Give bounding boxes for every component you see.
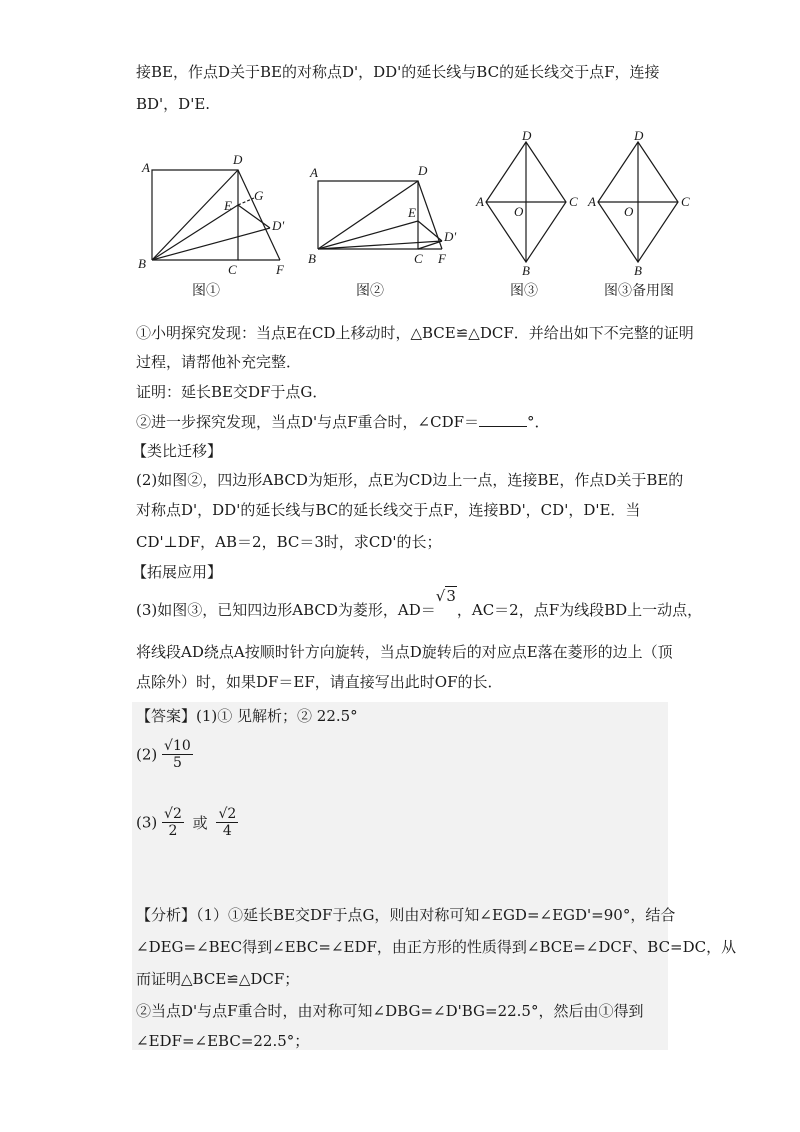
part3-line-2: 将线段AD绕点A按顺时针方向旋转，当点D旋转后的对应点E落在菱形的边上（顶 (136, 643, 673, 661)
answer-3-fraction-1 (162, 806, 184, 839)
part3-heading: 【拓展应用】 (132, 563, 223, 581)
answer-3-numerator-2: √2 (218, 806, 237, 822)
answer-2-radicand: 10 (172, 738, 191, 754)
answer-3-radicand-1: 2 (172, 806, 182, 822)
answer-2 (136, 738, 193, 771)
part3-line-3: 点除外）时，如果DF＝EF，请直接写出此时OF的长． (136, 673, 503, 691)
fig1-label-G: G (254, 188, 264, 203)
figure-4-caption: 图③备用图 (604, 283, 674, 299)
analysis-line-4: ②当点D'与点F重合时，由对称可知∠DBG=∠D'BG=22.5°，然后由①得到 (136, 1002, 644, 1020)
answer-3-denominator-1: 2 (168, 823, 178, 839)
answer-2-label: (2) (136, 745, 158, 764)
fig3-label-A: A (476, 194, 484, 209)
intro-line-2: BD'，D'E. (136, 95, 211, 113)
part3-line-1-post: ，AC＝2，点F为线段BD上一动点， (456, 601, 703, 619)
fig3-label-D: D (522, 130, 532, 143)
fig4-label-O: O (624, 204, 634, 219)
analysis-line-3: 而证明△BCE≌△DCF； (136, 970, 300, 988)
figure-2 (306, 155, 466, 275)
fig4-label-A: A (588, 194, 596, 209)
answer-blank (479, 426, 527, 427)
part1-q2 (136, 412, 550, 432)
answer-2-denominator: 5 (172, 755, 182, 771)
figure-2-caption: 图② (356, 283, 384, 299)
part1-q2-pre: ②进一步探究发现，当点D'与点F重合时，∠CDF＝ (136, 413, 480, 431)
part2-heading: 【类比迁移】 (132, 442, 223, 460)
fig2-label-C: C (414, 251, 423, 266)
fig1-label-D2: D' (272, 218, 285, 233)
answer-3-or: 或 (192, 814, 208, 832)
fig2-label-D: D (418, 163, 428, 178)
answer-3-fraction-2 (216, 806, 238, 839)
answer-2-fraction (162, 738, 193, 771)
answer-2-numerator: √10 (164, 738, 191, 754)
part1-q1-line-1: ①小明探究发现：当点E在CD上移动时，△BCE≌△DCF．并给出如下不完整的证明 (136, 324, 694, 342)
part1-q2-post: °． (527, 413, 550, 431)
part1-proof: 证明：延长BE交DF于点G． (136, 383, 328, 401)
fig3-label-O: O (514, 204, 524, 219)
fig4-label-C: C (681, 194, 690, 209)
answer-3-numerator-1: √2 (164, 806, 182, 822)
answer-3-label: (3) (136, 813, 158, 832)
part2-line-2: 对称点D'，DD'的延长线与BC的延长线交于点F，连接BD'，CD'，D'E．当 (136, 501, 641, 519)
figure-4 (584, 130, 694, 275)
figure-3-caption: 图③ (510, 283, 538, 299)
fig2-label-D2: D' (444, 229, 457, 244)
figure-1-caption: 图① (192, 283, 220, 299)
sqrt-3-radicand: 3 (446, 587, 456, 605)
fig3-label-B: B (522, 263, 530, 275)
intro-line-1: 接BE，作点D关于BE的对称点D'，DD'的延长线与BC的延长线交于点F，连接 (136, 63, 660, 81)
part2-line-3: CD'⊥DF，AB＝2，BC＝3时，求CD'的长； (136, 533, 442, 551)
fig3-label-C: C (569, 194, 578, 209)
answer-box (132, 702, 668, 1050)
analysis-line-2: ∠DEG=∠BEC得到∠EBC=∠EDF，由正方形的性质得到∠BCE=∠DCF、BC=DC，从 (136, 938, 737, 956)
figure-1 (130, 150, 300, 280)
analysis-line-5: ∠EDF=∠EBC=22.5°； (136, 1032, 310, 1050)
answer-line-1: 【答案】(1)① 见解析；② 22.5° (136, 707, 358, 725)
sqrt-3: √3 (435, 587, 456, 605)
figure-3 (474, 130, 584, 275)
analysis-line-1: 【分析】（1）①延长BE交DF于点G，则由对称可知∠EGD=∠EGD'=90°，结合 (136, 906, 676, 924)
fig1-label-E: E (224, 198, 232, 213)
answer-3 (136, 806, 238, 839)
fig4-label-D: D (634, 130, 644, 143)
fig2-label-A: A (310, 165, 318, 180)
fig1-label-B: B (138, 256, 146, 271)
fig2-label-F: F (438, 251, 446, 266)
part2-line-1: (2)如图②，四边形ABCD为矩形，点E为CD边上一点，连接BE，作点D关于BE的 (136, 471, 684, 489)
part3-line-1-pre: (3)如图③，已知四边形ABCD为菱形，AD＝ (136, 601, 436, 619)
fig4-label-B: B (634, 263, 642, 275)
answer-3-denominator-2: 4 (222, 823, 232, 839)
fig2-label-B: B (308, 251, 316, 266)
fig2-label-E: E (408, 205, 416, 220)
part1-q1-line-2: 过程，请帮他补充完整． (136, 353, 302, 371)
part3-line-1 (136, 587, 703, 620)
fig1-label-A: A (142, 160, 150, 175)
fig1-label-F: F (276, 262, 284, 277)
fig1-label-C: C (228, 262, 237, 277)
answer-3-radicand-2: 2 (227, 806, 237, 822)
fig1-label-D: D (233, 152, 243, 167)
